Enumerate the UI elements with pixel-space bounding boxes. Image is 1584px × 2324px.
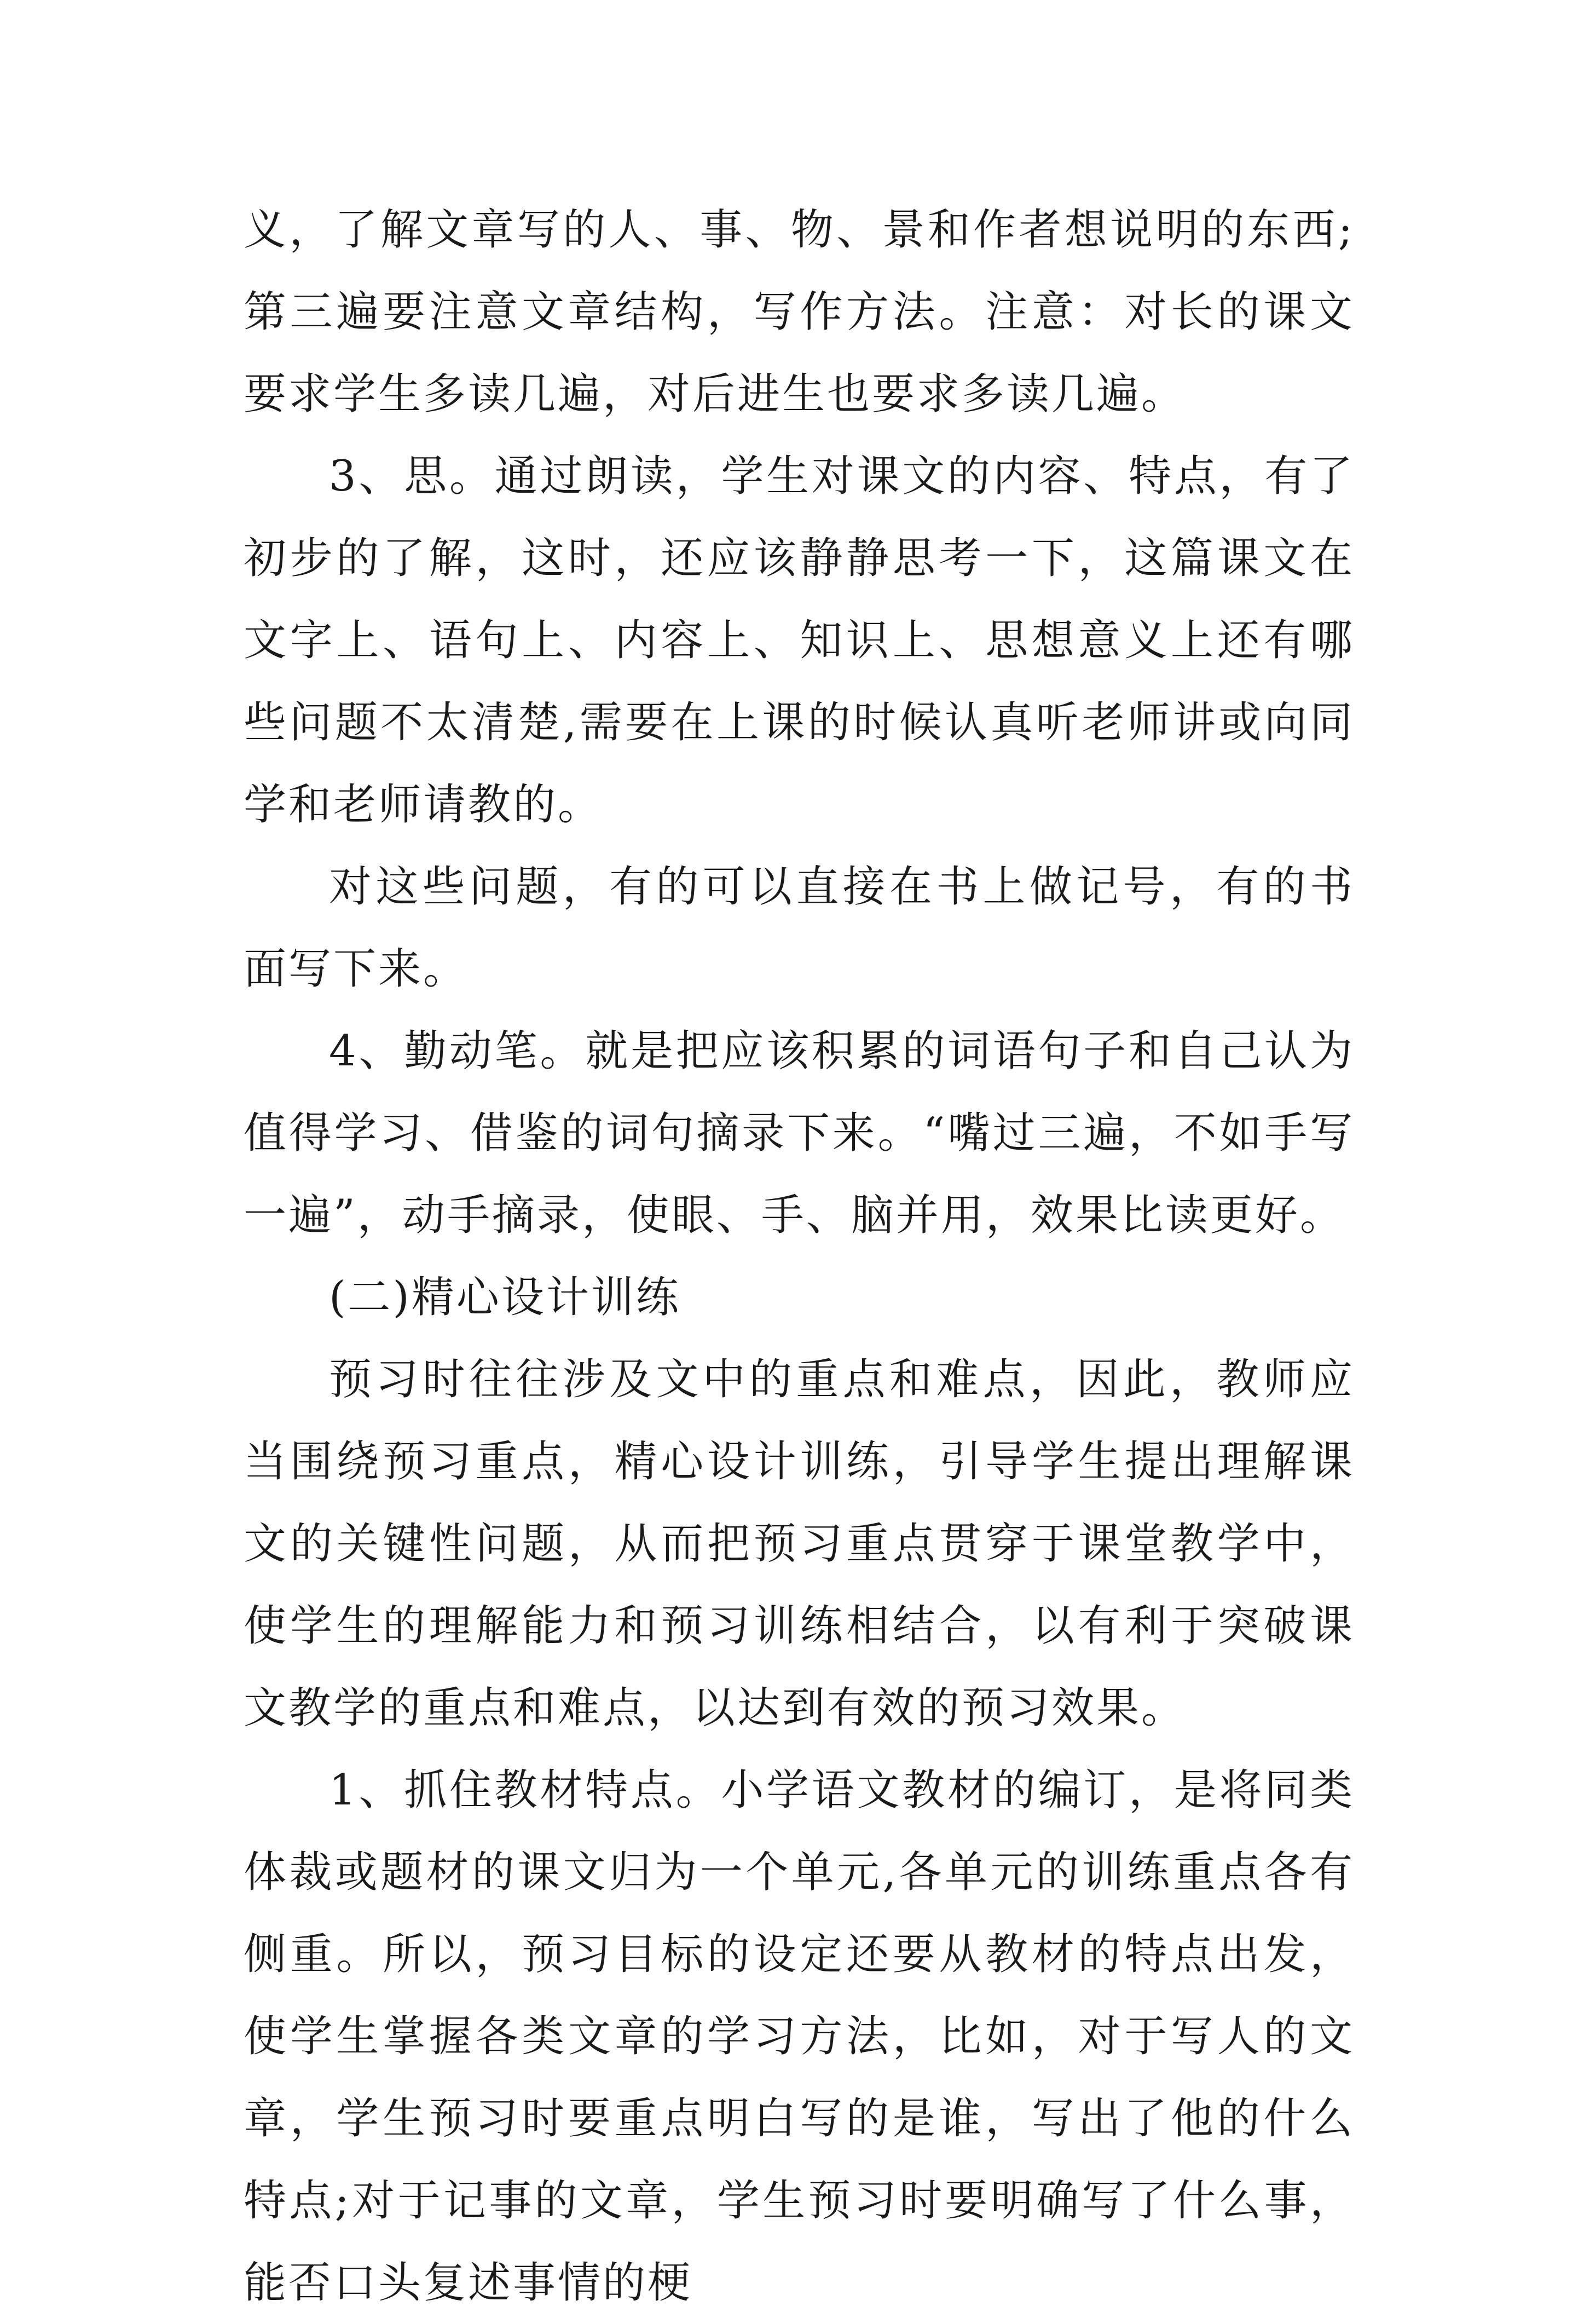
section-heading: (二)精心设计训练 bbox=[329, 1273, 681, 1322]
paragraph-continuation: 义，了解文章写的人、事、物、景和作者想说明的东西;第三遍要注意文章结构，写作方法。注意：对长的课文要求学生多读几遍，对后进生也要求多读几遍。 bbox=[244, 205, 1355, 419]
paragraph-write: 4、勤动笔。就是把应该积累的词语句子和自己认为值得学习、借鉴的词句摘录下来。“嘴过三遍，不如手写一遍”，动手摘录，使眼、手、脑并用，效果比读更好。 bbox=[244, 1027, 1355, 1240]
document-body bbox=[244, 189, 1355, 2324]
paragraph-think: 3、思。通过朗读，学生对课文的内容、特点，有了初步的了解，这时，还应该静静思考一下，这篇课文在文字上、语句上、内容上、知识上、思想意义上还有哪些问题不太清楚,需要在上课的时候认真听老师讲或向同学和老师请教的。 bbox=[244, 452, 1355, 829]
paragraph-design-training: 预习时往往涉及文中的重点和难点，因此，教师应当围绕预习重点，精心设计训练，引导学生提出理解课文的关键性问题，从而把预习重点贯穿于课堂教学中，使学生的理解能力和预习训练相结合，以有利于突破课文教学的重点和难点，以达到有效的预习效果。 bbox=[244, 1355, 1355, 1733]
paragraph-questions: 对这些问题，有的可以直接在书上做记号，有的书面写下来。 bbox=[244, 862, 1355, 994]
paragraph-textbook-features: 1、抓住教材特点。小学语文教材的编订，是将同类体裁或题材的课文归为一个单元,各单元的训练重点各有侧重。所以，预习目标的设定还要从教材的特点出发，使学生掌握各类文章的学习方法，比如，对于写人的文章，学生预习时要重点明白写的是谁，写出了他的什么特点;对于记事的文章，学生预习时要明确写了什么事，能否口头复述事情的梗 bbox=[244, 1766, 1355, 2308]
